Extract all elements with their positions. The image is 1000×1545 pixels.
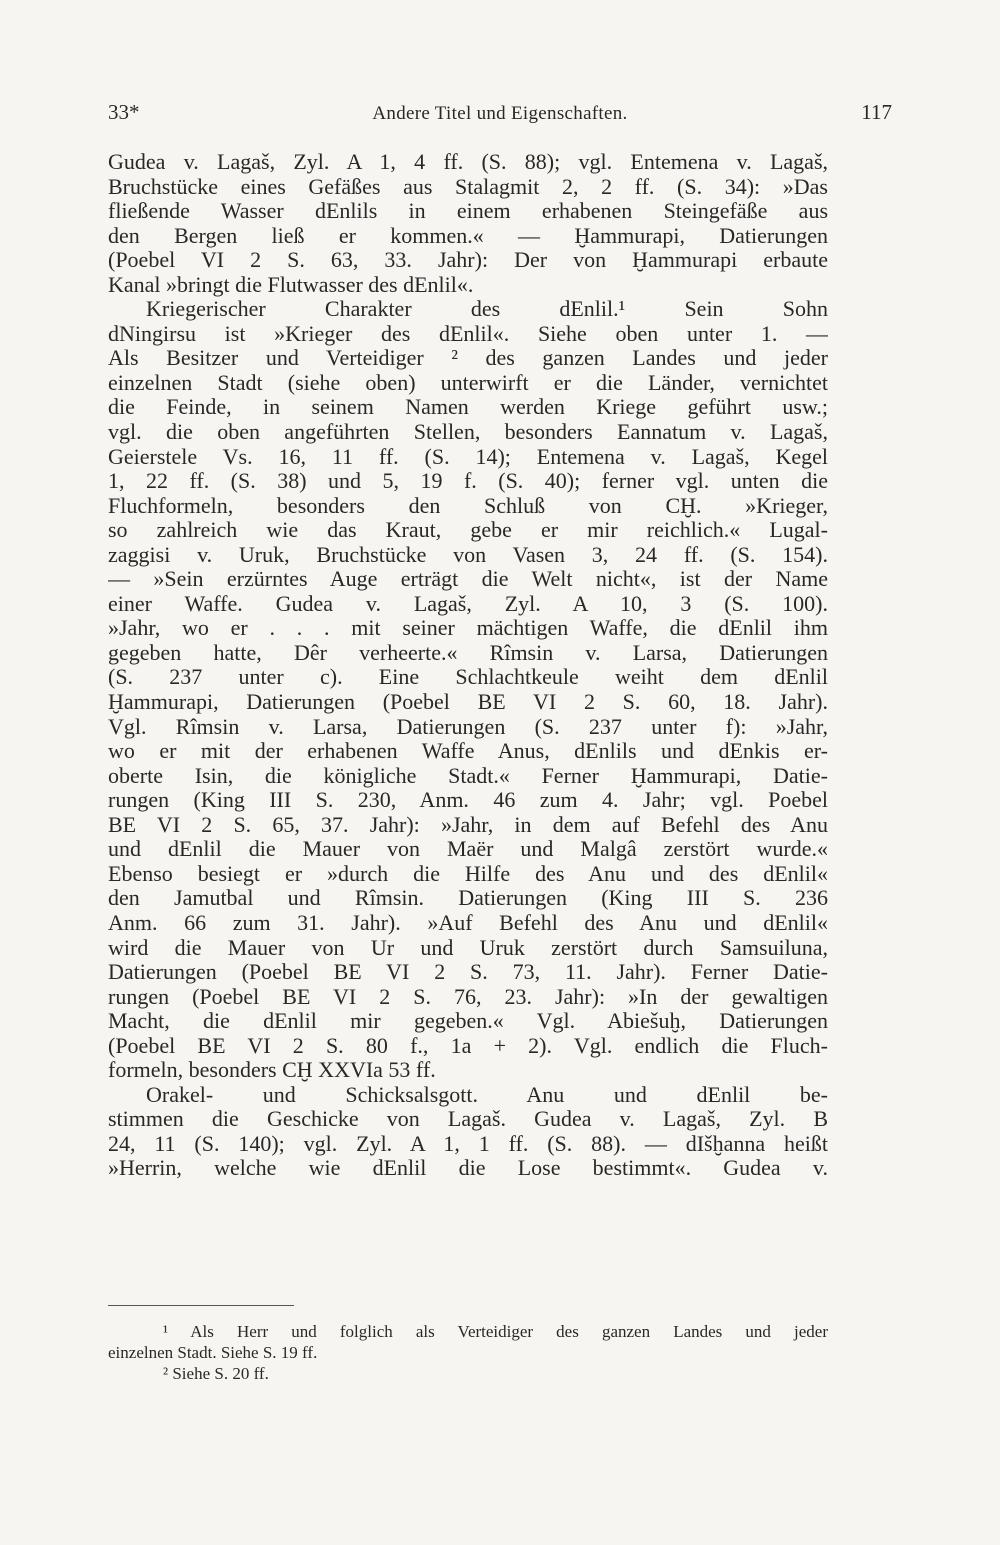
text-line: fließende Wasser dEnlils in einem erhabenen Steingefäße aus xyxy=(108,199,828,224)
text-line: Gudea v. Lagaš, Zyl. A 1, 4 ff. (S. 88); vgl. Entemena v. Lagaš, xyxy=(108,150,828,174)
text-line: wo er mit der erhabenen Waffe Anus, dEnlils und dEnkis er- xyxy=(108,739,828,764)
text-line: (S. 237 unter c). Eine Schlachtkeule weiht dem dEnlil xyxy=(108,665,828,690)
text-line: BE VI 2 S. 65, 37. Jahr): »Jahr, in dem auf Befehl des Anu xyxy=(108,812,828,837)
text-line: zaggisi v. Uruk, Bruchstücke von Vasen 3, 24 ff. (S. 154). xyxy=(108,542,828,567)
footnote-line: ¹ Als Herr und folglich als Verteidiger des ganzen Landes und jeder xyxy=(163,1322,828,1341)
text-line: rungen (King III S. 230, Anm. 46 zum 4. Jahr; vgl. Poebel xyxy=(108,788,828,813)
text-line: (Poebel BE VI 2 S. 80 f., 1a + 2). Vgl. endlich die Fluch- xyxy=(108,1033,828,1058)
text-line: 1, 22 ff. (S. 38) und 5, 19 f. (S. 40); ferner vgl. unten die xyxy=(108,469,828,494)
text-line: (Poebel VI 2 S. 63, 33. Jahr): Der von Ḫammurapi erbaute xyxy=(108,248,828,273)
text-line: Fluchformeln, besonders den Schluß von CḪ. »Krieger, xyxy=(108,493,828,518)
text-line: »Herrin, welche wie dEnlil die Lose bestimmt«. Gudea v. xyxy=(108,1156,828,1181)
text-line: die Feinde, in seinem Namen werden Kriege geführt usw.; xyxy=(108,395,828,420)
text-line: Anm. 66 zum 31. Jahr). »Auf Befehl des Anu und dEnlil« xyxy=(108,910,828,935)
text-line: Kriegerischer Charakter des dEnlil.¹ Sein Sohn xyxy=(146,297,828,322)
page-header xyxy=(108,100,892,130)
text-line: dNingirsu ist »Krieger des dEnlil«. Siehe oben unter 1. — xyxy=(108,321,828,346)
text-line: rungen (Poebel BE VI 2 S. 76, 23. Jahr): »In der gewaltigen xyxy=(108,984,828,1009)
text-line: den Jamutbal und Rîmsin. Datierungen (King III S. 236 xyxy=(108,886,828,911)
text-line: den Bergen ließ er kommen.« — Ḫammurapi, Datierungen xyxy=(108,223,828,248)
text-line: Vgl. Rîmsin v. Larsa, Datierungen (S. 237 unter f): »Jahr, xyxy=(108,714,828,739)
text-line: gegeben hatte, Dêr verheerte.« Rîmsin v. Larsa, Datierungen xyxy=(108,640,828,665)
text-line: wird die Mauer von Ur und Uruk zerstört durch Samsuiluna, xyxy=(108,935,828,960)
footnote-line: ² Siehe S. 20 ff. xyxy=(163,1364,269,1383)
text-line: und dEnlil die Mauer von Maër und Malgâ zerstört wurde.« xyxy=(108,837,828,862)
text-line: formeln, besonders CḪ XXVIa 53 ff. xyxy=(108,1058,436,1083)
text-line: einzelnen Stadt (siehe oben) unterwirft er die Länder, vernichtet xyxy=(108,370,828,395)
footnote-line: einzelnen Stadt. Siehe S. 19 ff. xyxy=(108,1343,318,1362)
text-line: einer Waffe. Gudea v. Lagaš, Zyl. A 10, 3 (S. 100). xyxy=(108,591,828,616)
text-line: Macht, die dEnlil mir gegeben.« Vgl. Abiešuḫ, Datierungen xyxy=(108,1009,828,1034)
text-line: Als Besitzer und Verteidiger ² des ganzen Landes und jeder xyxy=(108,346,828,371)
text-line: oberte Isin, die königliche Stadt.« Ferner Ḫammurapi, Datie- xyxy=(108,763,828,788)
page-number: 117 xyxy=(861,100,892,124)
footnote-divider xyxy=(108,1305,294,1306)
section-number: 33* xyxy=(108,100,140,124)
text-line: Orakel- und Schicksalsgott. Anu und dEnlil be- xyxy=(146,1082,828,1107)
text-line: Ḫammurapi, Datierungen (Poebel BE VI 2 S. 60, 18. Jahr). xyxy=(108,690,828,715)
text-line: vgl. die oben angeführten Stellen, besonders Eannatum v. Lagaš, xyxy=(108,420,828,445)
text-line: so zahlreich wie das Kraut, gebe er mir reichlich.« Lugal- xyxy=(108,518,828,543)
text-line: 24, 11 (S. 140); vgl. Zyl. A 1, 1 ff. (S. 88). — dIšḫanna heißt xyxy=(108,1131,828,1156)
text-line: Ebenso besiegt er »durch die Hilfe des Anu und des dEnlil« xyxy=(108,861,828,886)
text-line: »Jahr, wo er . . . mit seiner mächtigen Waffe, die dEnlil ihm xyxy=(108,616,828,641)
running-title: Andere Titel und Eigenschaften. xyxy=(372,103,628,124)
footnotes xyxy=(108,1321,828,1384)
main-text xyxy=(108,150,828,1181)
text-line: Bruchstücke eines Gefäßes aus Stalagmit 2, 2 ff. (S. 34): »Das xyxy=(108,174,828,199)
text-line: Datierungen (Poebel BE VI 2 S. 73, 11. Jahr). Ferner Datie- xyxy=(108,960,828,985)
text-line: — »Sein erzürntes Auge erträgt die Welt nicht«, ist der Name xyxy=(108,567,828,592)
text-line: stimmen die Geschicke von Lagaš. Gudea v. Lagaš, Zyl. B xyxy=(108,1107,828,1132)
text-line: Geierstele Vs. 16, 11 ff. (S. 14); Entemena v. Lagaš, Kegel xyxy=(108,444,828,469)
text-line: Kanal »bringt die Flutwasser des dEnlil«. xyxy=(108,272,474,297)
